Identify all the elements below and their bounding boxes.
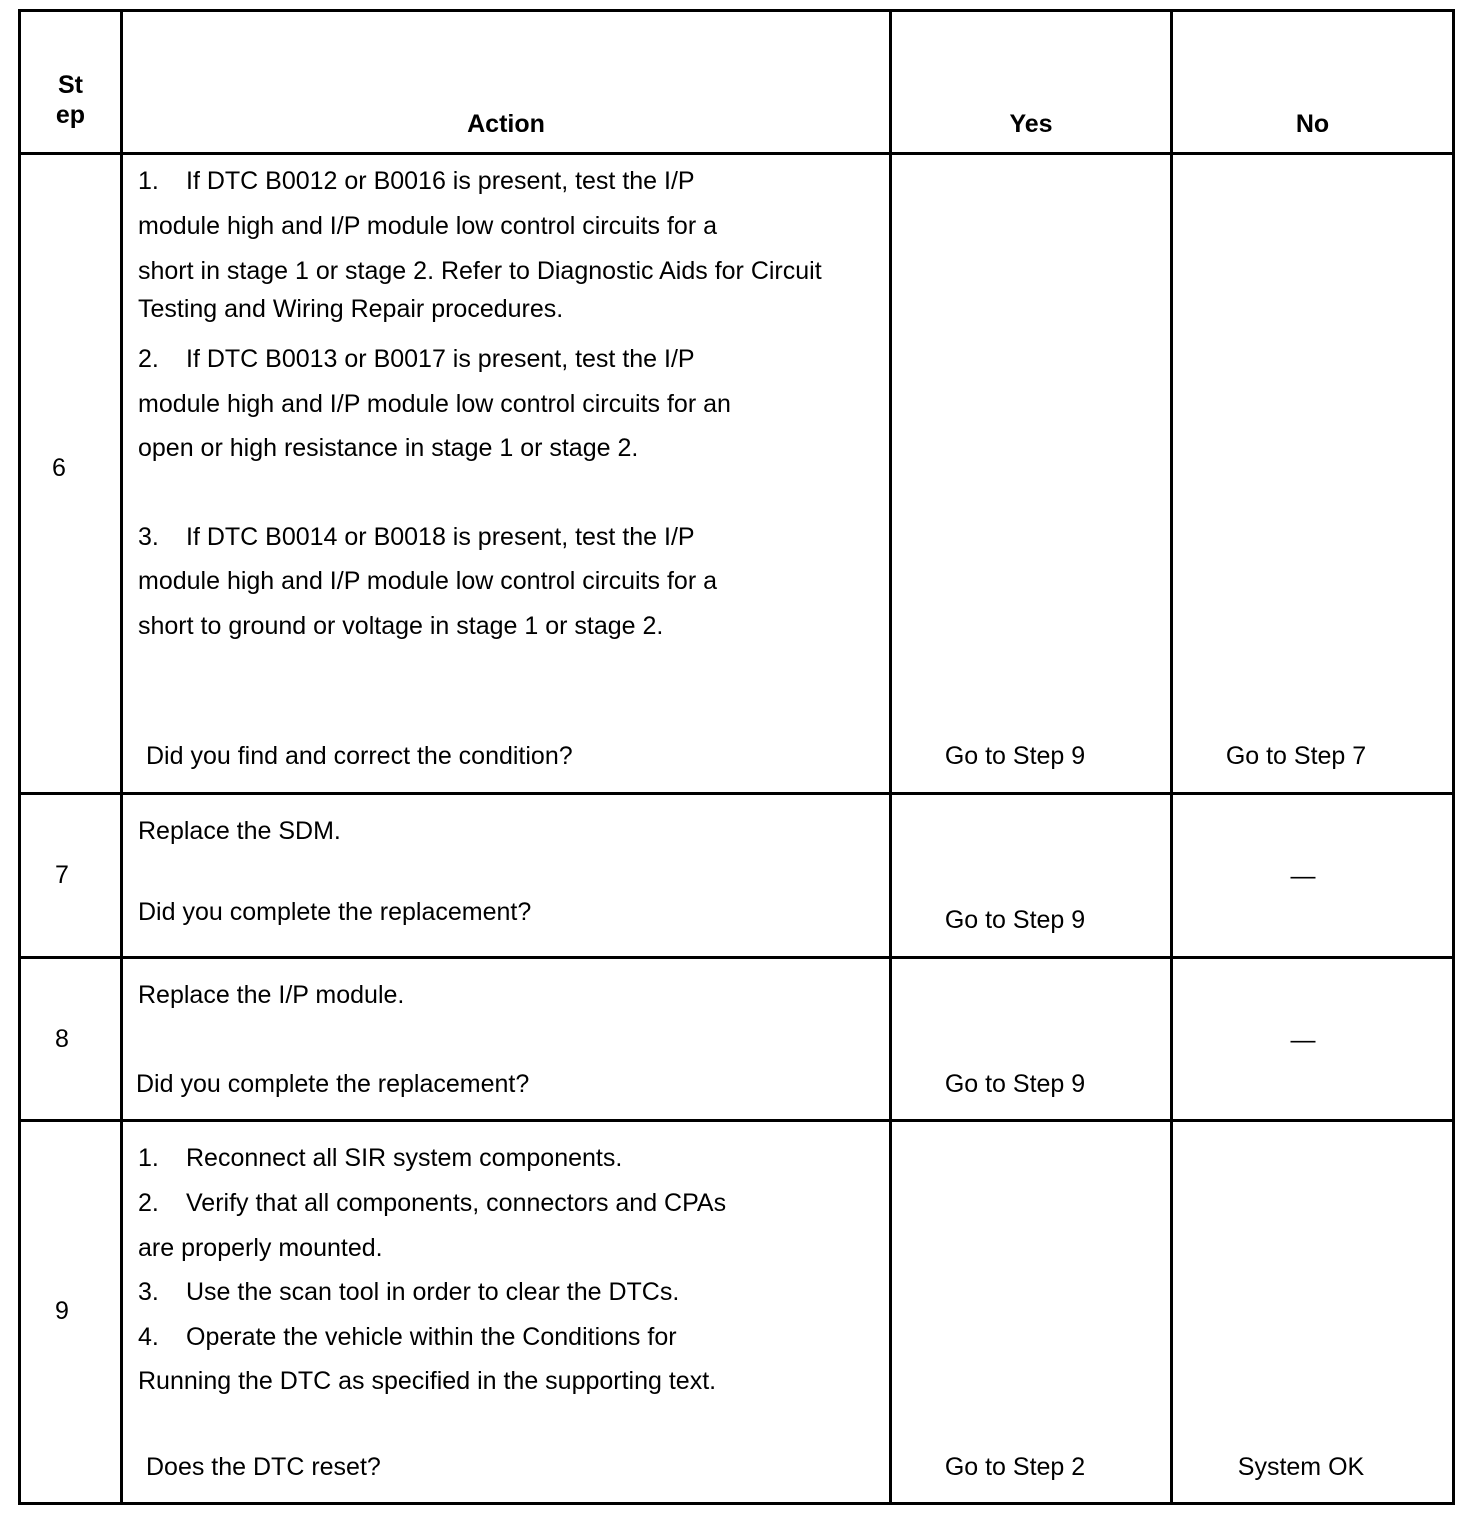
table-border-top [18,9,1455,12]
action-item-text: Verify that all components, connectors and CPAs [186,1189,727,1217]
action-item-line: short to ground or voltage in stage 1 or stage 2. [138,612,664,640]
header-divider [18,152,1455,155]
yes-result: Go to Step 9 [944,742,1086,770]
step-number: 8 [55,1025,69,1053]
no-result: — [1290,1026,1316,1054]
action-item-line [138,344,695,374]
table-border-left [18,9,21,1505]
action-item-text: If DTC B0012 or B0016 is present, test the I/P [186,167,695,195]
column-divider [120,9,123,1505]
action-item-number: 1. [138,1144,159,1172]
action-item-number: 3. [138,1278,159,1306]
action-item-line: module high and I/P module low control circuits for a [138,212,718,240]
action-text: Replace the SDM. [138,817,341,845]
action-item-text: Reconnect all SIR system components. [186,1144,623,1172]
row-divider [18,792,1455,795]
header-yes: Yes [1009,110,1053,138]
no-result: System OK [1237,1453,1365,1481]
action-item-line [138,1188,726,1218]
yes-result: Go to Step 2 [944,1453,1086,1481]
action-item-line [138,166,695,196]
action-text: Replace the I/P module. [138,981,405,1009]
row-divider [18,1119,1455,1122]
header-step-line1: St [58,71,83,99]
action-item-text: If DTC B0013 or B0017 is present, test the I/P [186,345,695,373]
action-question: Does the DTC reset? [146,1453,381,1481]
action-question: Did you complete the replacement? [136,1070,530,1098]
action-item-line: short in stage 1 or stage 2. Refer to Diagnostic Aids for Circuit [138,257,822,285]
table-border-bottom [18,1502,1455,1505]
action-question: Did you complete the replacement? [138,898,532,926]
action-item-line: open or high resistance in stage 1 or stage 2. [138,434,639,462]
header-action: Action [467,110,545,138]
header-no: No [1295,110,1330,138]
action-item-line: module high and I/P module low control circuits for a [138,567,718,595]
action-item-line [138,522,695,552]
yes-result: Go to Step 9 [944,1070,1086,1098]
action-item-line: are properly mounted. [138,1234,383,1262]
action-item-text: If DTC B0014 or B0018 is present, test the I/P [186,523,695,551]
yes-result: Go to Step 9 [944,906,1086,934]
action-item-text: Use the scan tool in order to clear the DTCs. [186,1278,680,1306]
action-item-number: 2. [138,1189,159,1217]
no-result: Go to Step 7 [1225,742,1367,770]
action-item-line [138,1322,677,1352]
action-item-line [138,1277,679,1307]
no-result: — [1290,862,1316,890]
table-border-right [1452,9,1455,1505]
step-number: 6 [52,454,66,482]
action-item-number: 3. [138,523,159,551]
action-item-line [138,1143,622,1173]
header-step [21,70,120,130]
action-item-line: Running the DTC as specified in the supporting text. [138,1367,717,1395]
action-item-number: 1. [138,167,159,195]
action-item-line: module high and I/P module low control circuits for an [138,390,731,418]
row-divider [18,956,1455,959]
action-item-number: 4. [138,1323,159,1351]
header-step-line2: ep [55,101,86,129]
action-item-line: Testing and Wiring Repair procedures. [138,295,564,323]
action-question: Did you find and correct the condition? [146,742,573,770]
step-number: 7 [55,861,69,889]
step-number: 9 [55,1297,69,1325]
action-item-text: Operate the vehicle within the Conditions for [186,1323,677,1351]
action-item-number: 2. [138,345,159,373]
